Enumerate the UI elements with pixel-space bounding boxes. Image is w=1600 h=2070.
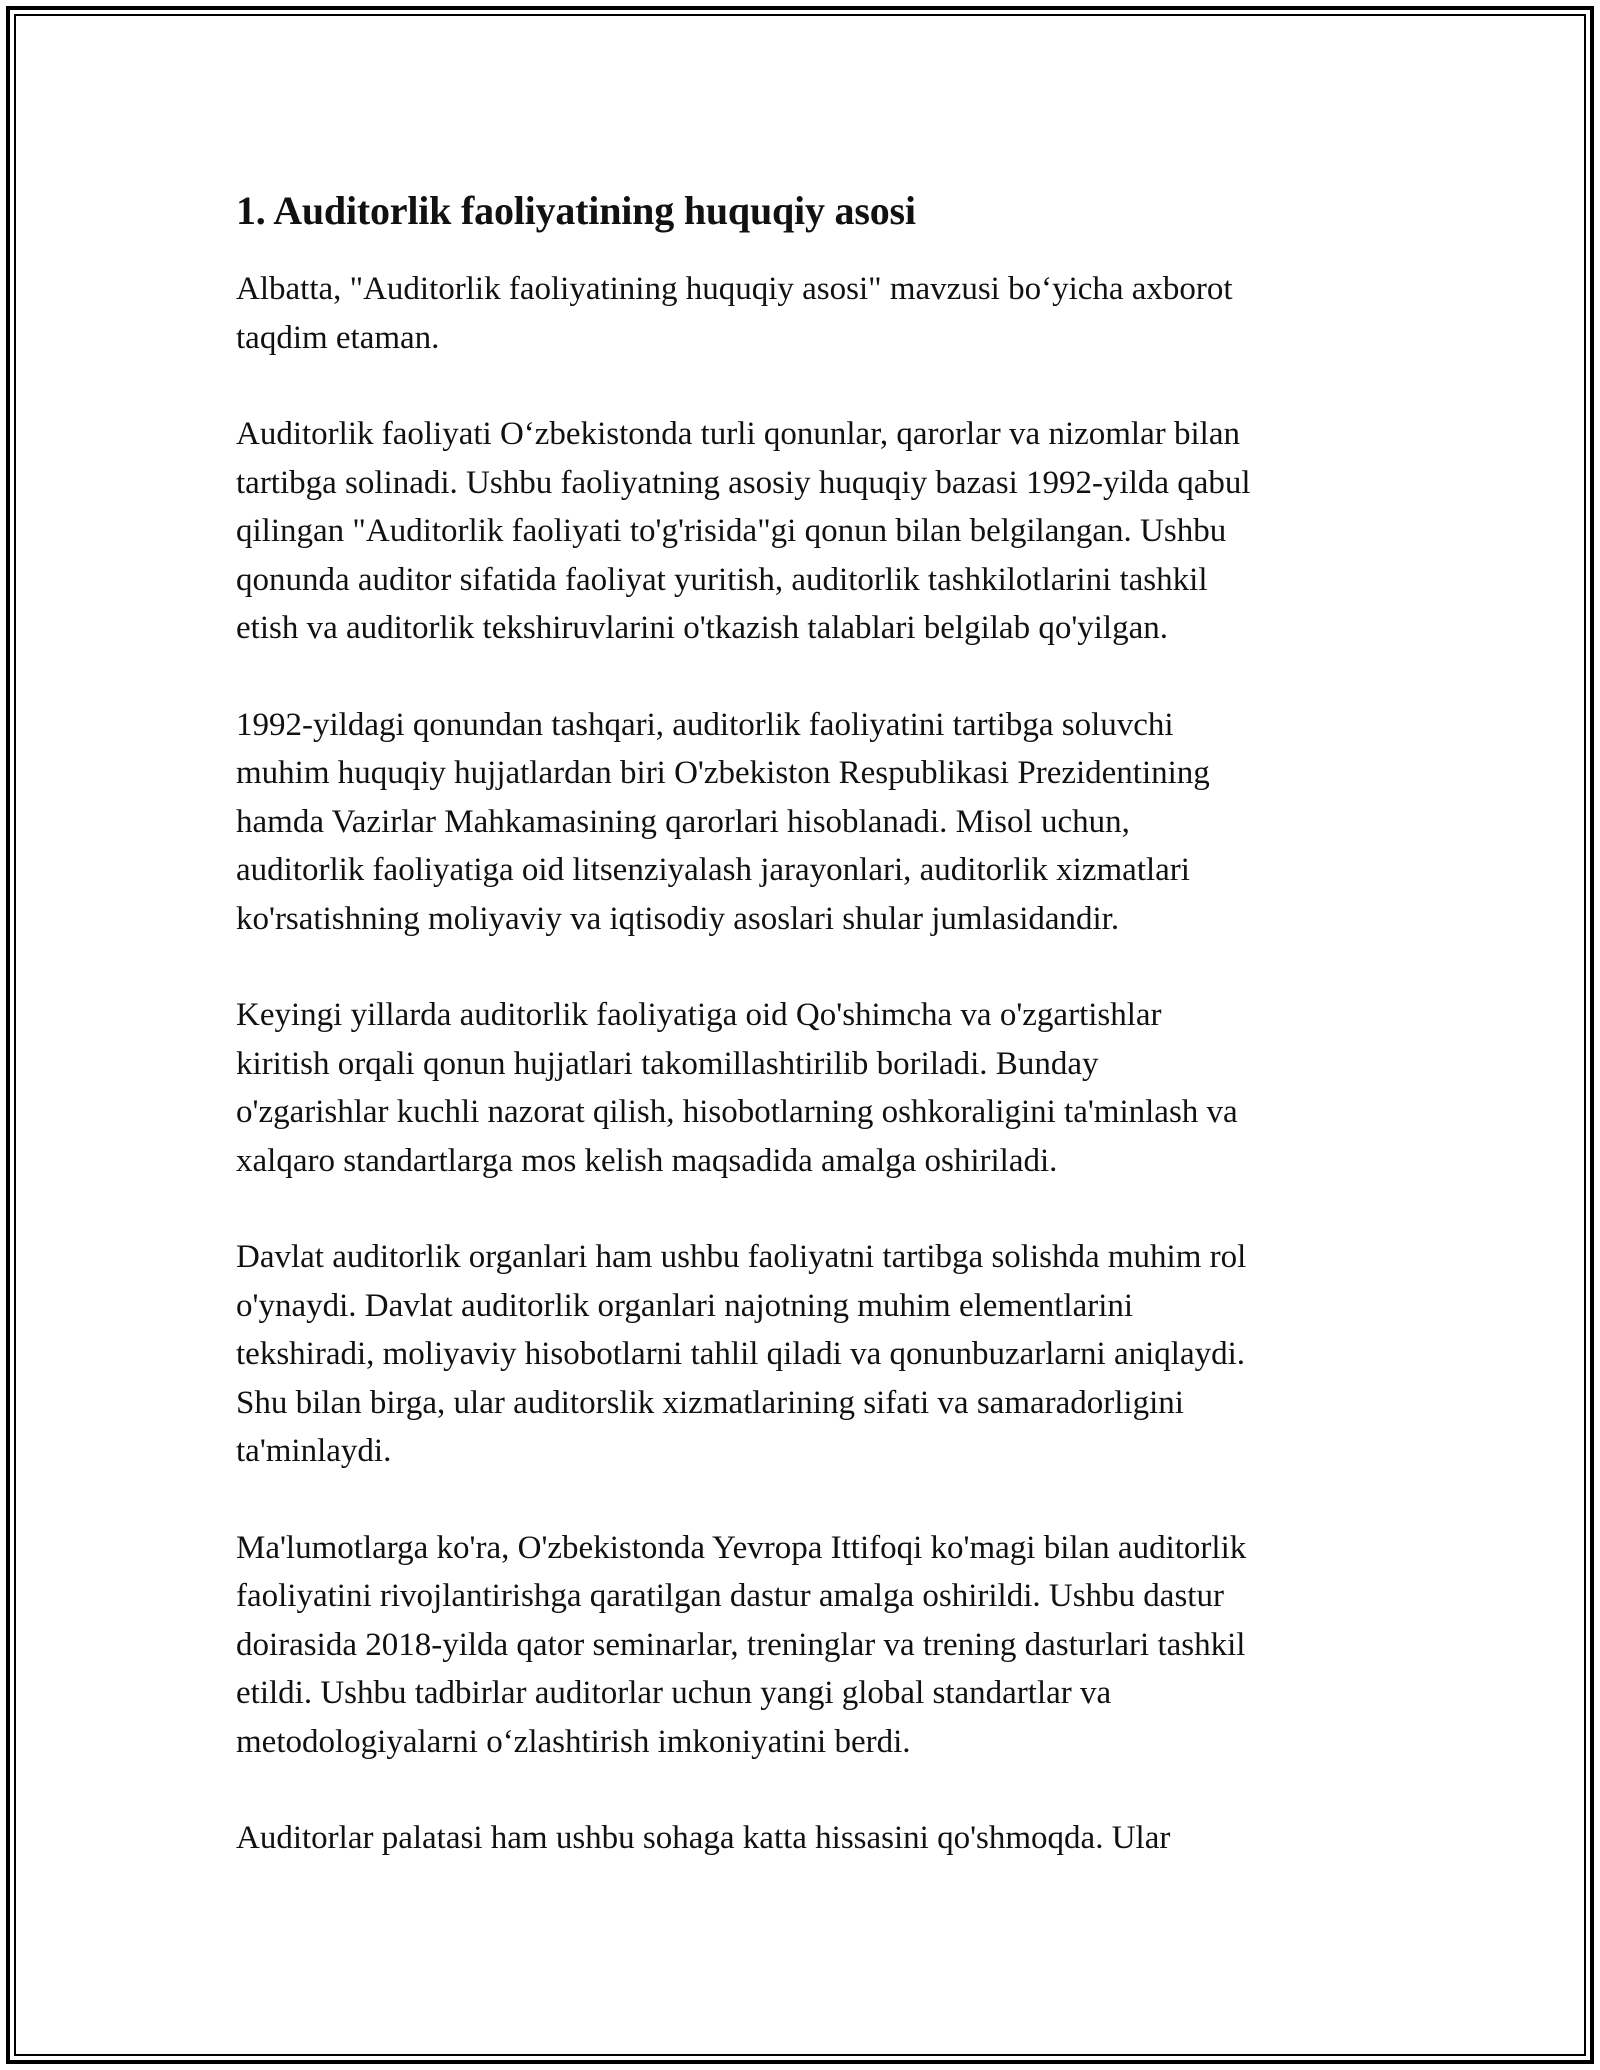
paragraph-chamber-of-auditors: Auditorlar palatasi ham ushbu sohaga katta hissasini qo'shmoqda. Ular (236, 1820, 1171, 1856)
paragraph-intro: Albatta, "Auditorlik faoliyatining huquqiy asosi" mavzusi bo‘yicha axborot taqdim etaman. (236, 271, 1233, 356)
paragraph-eu-program: Ma'lumotlarga ko'ra, O'zbekistonda Yevropa Ittifoqi ko'magi bilan auditorlik faoliyatini rivojlantirishga qaratilgan dastur amalga oshirildi. Ushbu dastur doirasida 2018-yilda qator seminarlar, treninglar va trening dasturlari tashkil etildi. Ushbu tadbirlar auditorlar uchun yangi global standartlar va metodologiyalarni o‘zlashtirish imkoniyatini berdi. (236, 1529, 1247, 1760)
paragraph-state-audit-bodies: Davlat auditorlik organlari ham ushbu faoliyatni tartibga solishda muhim rol o'ynaydi. Davlat auditorlik organlari najotning muhim elementlarini tekshiradi, moliyaviy hisobotlarni tahlil qiladi va qonunbuzarlarni aniqlaydi. Shu bilan birga, ular auditorslik xizmatlarining sifati va samaradorligini ta'minlaydi. (236, 1239, 1247, 1469)
paragraph-amendments: Keyingi yillarda auditorlik faoliyatiga oid Qo'shimcha va o'zgartishlar kiritish orqali qonun hujjatlari takomillashtirilib boriladi. Bunday o'zgarishlar kuchli nazorat qilish, hisobotlarning oshkoraligini ta'minlash va xalqaro standartlarga mos kelish maqsadida amalga oshiriladi. (236, 997, 1238, 1179)
document-body (236, 185, 1376, 1911)
section-heading: 1. Auditorlik faoliyatining huquqiy asosi (236, 188, 916, 233)
paragraph-government-decisions: 1992-yildagi qonundan tashqari, auditorlik faoliyatini tartibga soluvchi muhim huquqiy hujjatlardan biri O'zbekiston Respublikasi Prezidentining hamda Vazirlar Mahkamasining qarorlari hisoblanadi. Misol uchun, auditorlik faoliyatiga oid litsenziyalash jarayonlari, auditorlik xizmatlari ko'rsatishning moliyaviy va iqtisodiy asoslari shular jumlasidandir. (236, 706, 1210, 937)
paragraph-legal-basis: Auditorlik faoliyati O‘zbekistonda turli qonunlar, qarorlar va nizomlar bilan tartibga solinadi. Ushbu faoliyatning asosiy huquqiy bazasi 1992-yilda qabul qilingan "Auditorlik faoliyati to'g'risida"gi qonun bilan belgilangan. Ushbu qonunda auditor sifatida faoliyat yuritish, auditorlik tashkilotlarini tashkil etish va auditorlik tekshiruvlarini o'tkazish talablari belgilab qo'yilgan. (236, 416, 1251, 646)
